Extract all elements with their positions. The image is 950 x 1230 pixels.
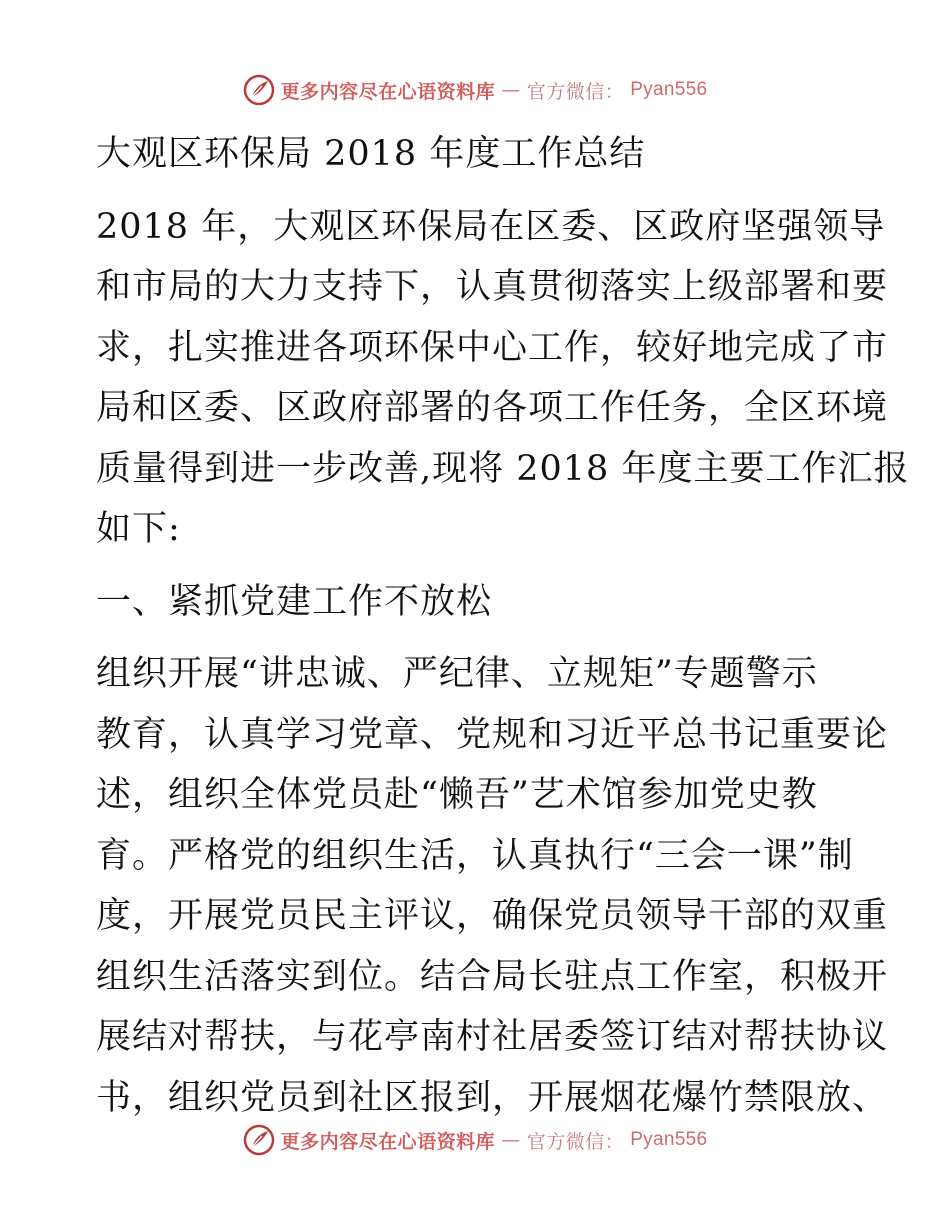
footer-watermark-banner (0, 1120, 950, 1160)
intro-paragraph (96, 197, 910, 560)
section-line: 度，开展党员民主评议，确保党员领导干部的双重 (96, 896, 889, 936)
section-line: 育。严格党的组织生活，认真执行“三会一课”制 (96, 835, 854, 876)
intro-line: 2018 年，大观区环保局在区委、区政府坚强领导 (96, 206, 886, 247)
header-watermark-banner (0, 70, 950, 110)
document-title: 大观区环保局 2018 年度工作总结 (96, 134, 646, 174)
document-body (96, 124, 910, 1128)
wechat-id: Pyan556 (630, 79, 708, 100)
intro-line: 如下: (96, 509, 181, 549)
feather-pen-logo-icon (243, 74, 275, 106)
section-line: 组织开展“讲忠诚、严纪律、立规矩”专题警示 (96, 654, 818, 694)
banner-separator: — (501, 1129, 521, 1151)
promo-text: 更多内容尽在心语资料库 (280, 1130, 496, 1153)
section-line: 组织生活落实到位。结合局长驻点工作室，积极开 (96, 956, 889, 997)
section-line: 书，组织党员到社区报到，开展烟花爆竹禁限放、 (96, 1077, 889, 1118)
wechat-id: Pyan556 (630, 1129, 708, 1150)
feather-pen-logo-icon (243, 1124, 275, 1156)
intro-line: 质量得到进一步改善,现将 2018 年度主要工作汇报 (96, 448, 910, 489)
section-line: 述，组织全体党员赴“懒吾”艺术馆参加党史教 (96, 775, 818, 815)
section-line: 展结对帮扶，与花亭南村社居委签订结对帮扶协议 (96, 1017, 889, 1057)
promo-text: 更多内容尽在心语资料库 (280, 80, 496, 103)
section-line: 教育，认真学习党章、党规和习近平总书记重要论 (96, 714, 889, 755)
intro-line: 局和区委、区政府部署的各项工作任务，全区环境 (96, 388, 889, 428)
official-wechat-label: 官方微信： (526, 1130, 625, 1153)
official-wechat-label: 官方微信： (526, 80, 625, 103)
intro-line: 和市局的大力支持下，认真贯彻落实上级部署和要 (96, 267, 889, 307)
section-paragraph (96, 644, 889, 1128)
section-heading: 一、紧抓党建工作不放松 (96, 581, 493, 622)
intro-line: 求，扎实推进各项环保中心工作，较好地完成了市 (96, 327, 889, 368)
banner-separator: — (501, 79, 521, 101)
